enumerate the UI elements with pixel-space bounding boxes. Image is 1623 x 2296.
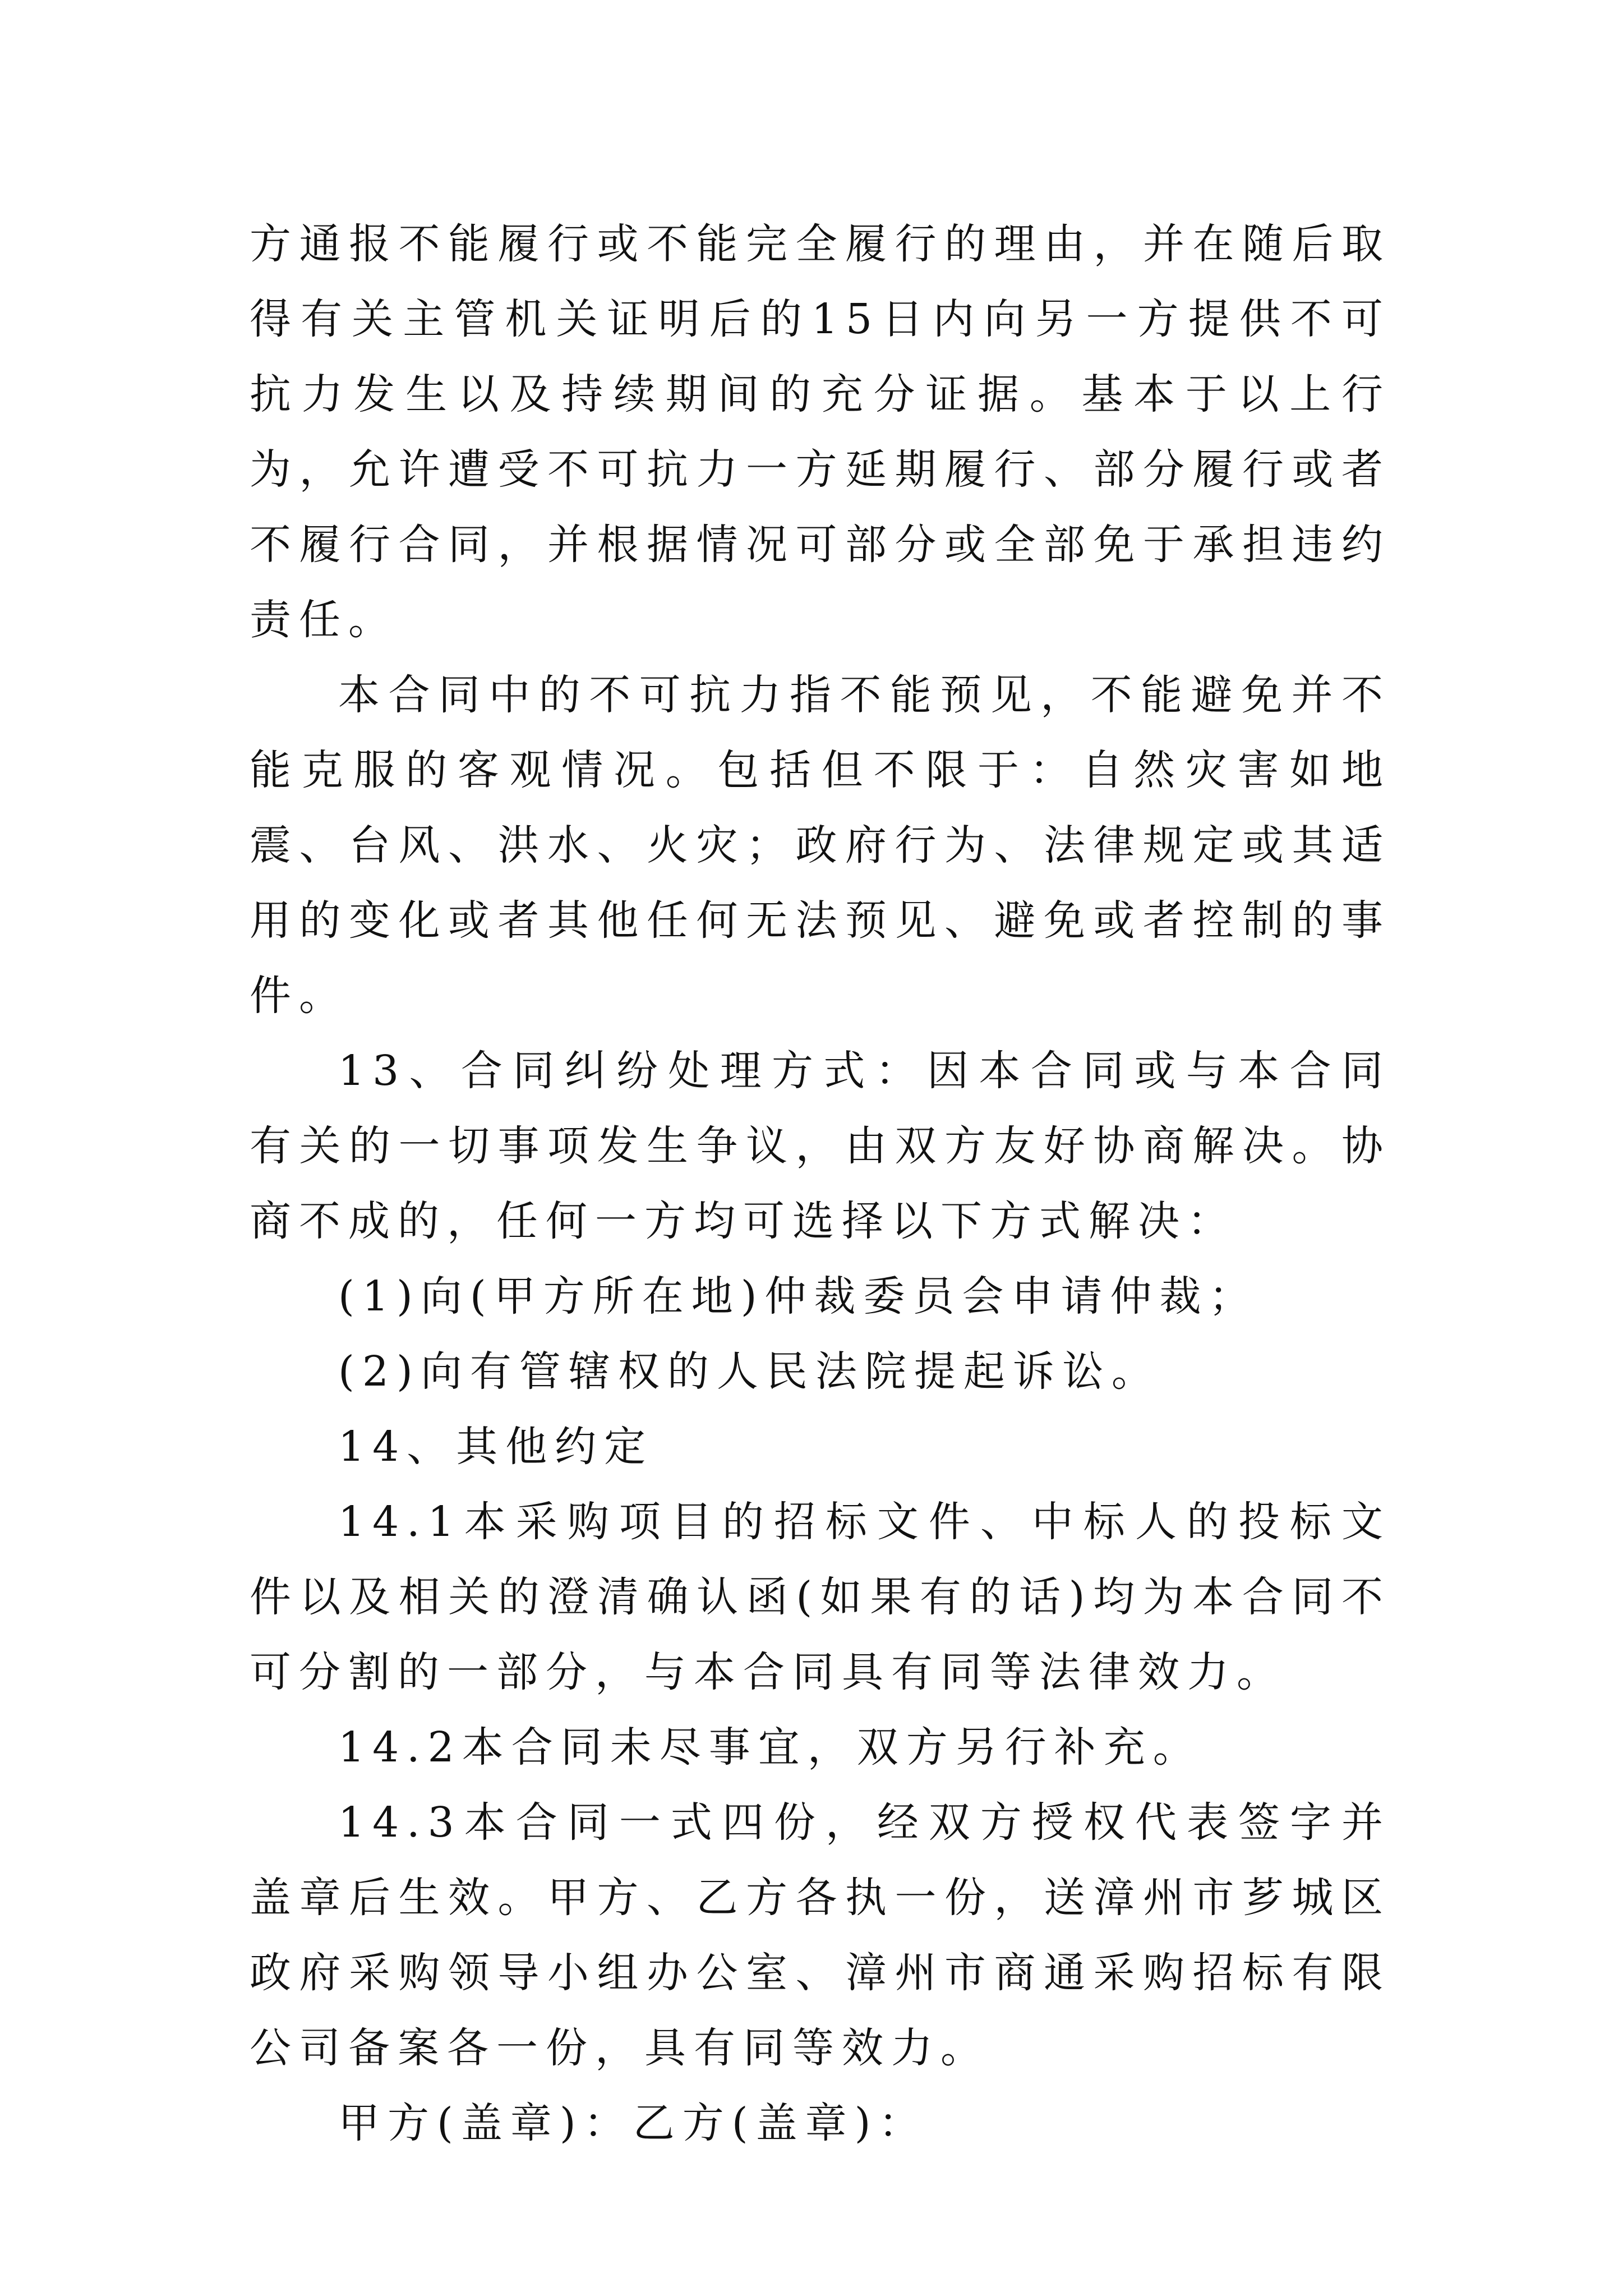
paragraph-dispute-resolution: 13、合同纠纷处理方式：因本合同或与本合同有关的一切事项发生争议，由双方友好协商解决。协商不成的，任何一方均可选择以下方式解决：	[250, 1047, 1391, 1245]
clause-14-3: 14.3本合同一式四份，经双方授权代表签字并盖章后生效。甲方、乙方各执一份，送漳州市芗城区政府采购领导小组办公室、漳州市商通采购招标有限公司备案各一份，具有同等效力。	[250, 1798, 1391, 2072]
paragraph-force-majeure-definition: 本合同中的不可抗力指不能预见，不能避免并不能克服的客观情况。包括但不限于：自然灾害如地震、台风、洪水、火灾；政府行为、法律规定或其适用的变化或者其他任何无法预见、避免或者控制的事件。	[250, 671, 1391, 1020]
clause-14-1: 14.1本采购项目的招标文件、中标人的投标文件以及相关的澄清确认函(如果有的话)均为本合同不可分割的一部分，与本合同具有同等法律效力。	[250, 1498, 1391, 1696]
list-item-litigation: (2)向有管辖权的人民法院提起诉讼。	[338, 1347, 1161, 1396]
paragraph-force-majeure-notice: 方通报不能履行或不能完全履行的理由，并在随后取得有关主管机关证明后的15日内向另一方提供不可抗力发生以及持续期间的充分证据。基本于以上行为，允许遭受不可抗力一方延期履行、部分履行或者不履行合同，并根据情况可部分或全部免于承担违约责任。	[250, 220, 1391, 644]
section-heading-other-agreements: 14、其他约定	[338, 1423, 654, 1471]
signature-line: 甲方(盖章)：乙方(盖章)：	[338, 2099, 928, 2147]
clause-14-2: 14.2本合同未尽事宜，双方另行补充。	[338, 1723, 1202, 1772]
contract-body	[250, 206, 1391, 2161]
list-item-arbitration: (1)向(甲方所在地)仲裁委员会申请仲裁；	[338, 1272, 1258, 1320]
